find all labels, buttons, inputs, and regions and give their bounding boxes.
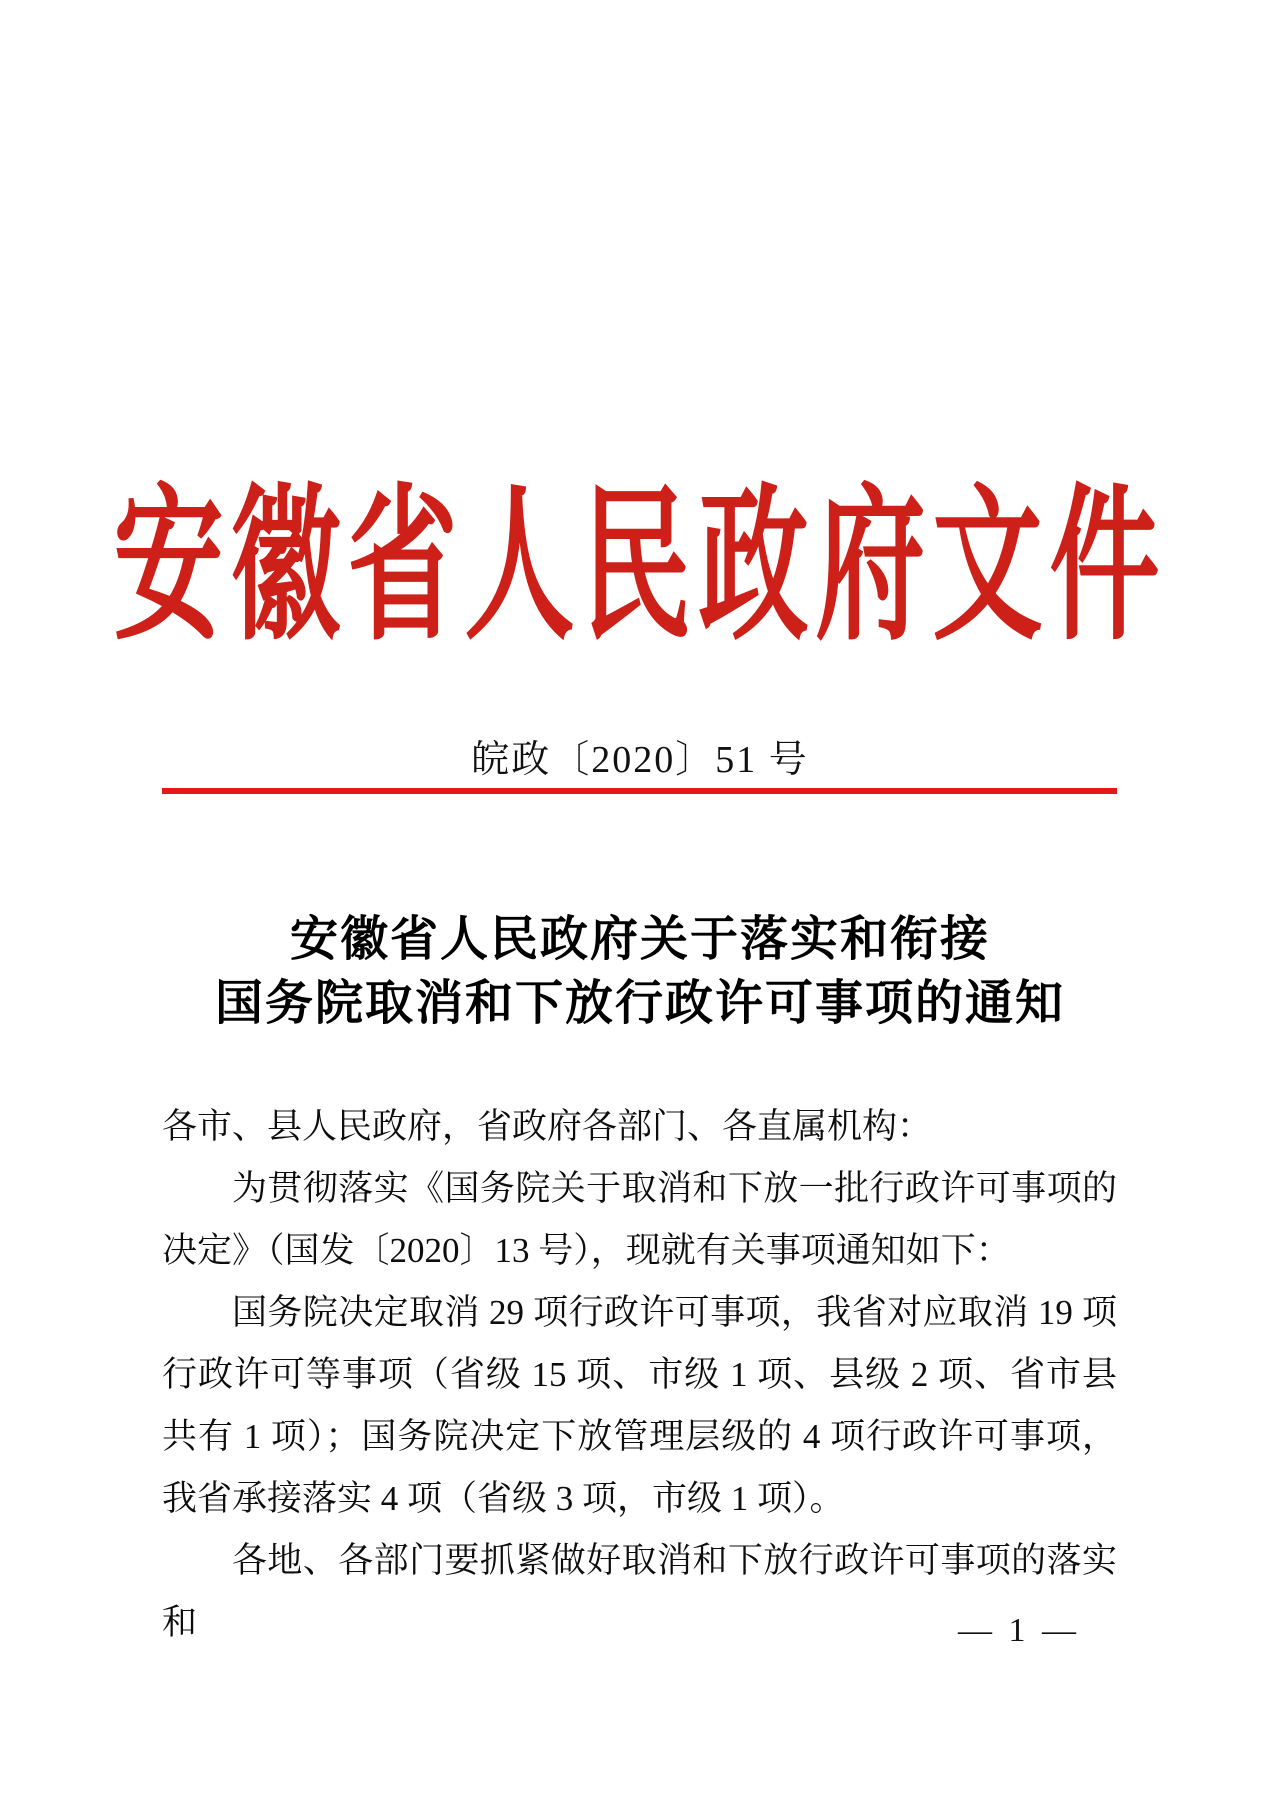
document-number: 皖政〔2020〕51 号 bbox=[471, 739, 809, 781]
document-title-line-1: 安徽省人民政府关于落实和衔接 bbox=[289, 913, 990, 966]
document-title-line-2: 国务院取消和下放行政许可事项的通知 bbox=[214, 977, 1065, 1030]
document-body bbox=[162, 1096, 1117, 1654]
body-paragraph: 国务院决定取消 29 项行政许可事项，我省对应取消 19 项行政许可等事项（省级 15 项、市级 1 项、县级 2 项、省市县共有 1 项）；国务院决定下放管理层级的 4 项行政许可事项，我省承接落实 4 项（省级 3 项，市级 1 项）。 bbox=[162, 1293, 1117, 1518]
page-number: — 1 — bbox=[958, 1612, 1080, 1649]
body-paragraph: 为贯彻落实《国务院关于取消和下放一批行政许可事项的决定》（国发〔2020〕13 号），现就有关事项通知如下： bbox=[162, 1169, 1117, 1270]
salutation-line: 各市、县人民政府，省政府各部门、各直属机构： bbox=[162, 1107, 933, 1146]
body-paragraph: 各地、各部门要抓紧做好取消和下放行政许可事项的落实和 bbox=[162, 1541, 1117, 1642]
document-title bbox=[0, 908, 1280, 1036]
red-header-banner: 安徽省人民政府文件 bbox=[113, 474, 1167, 660]
red-divider-rule bbox=[162, 788, 1117, 794]
